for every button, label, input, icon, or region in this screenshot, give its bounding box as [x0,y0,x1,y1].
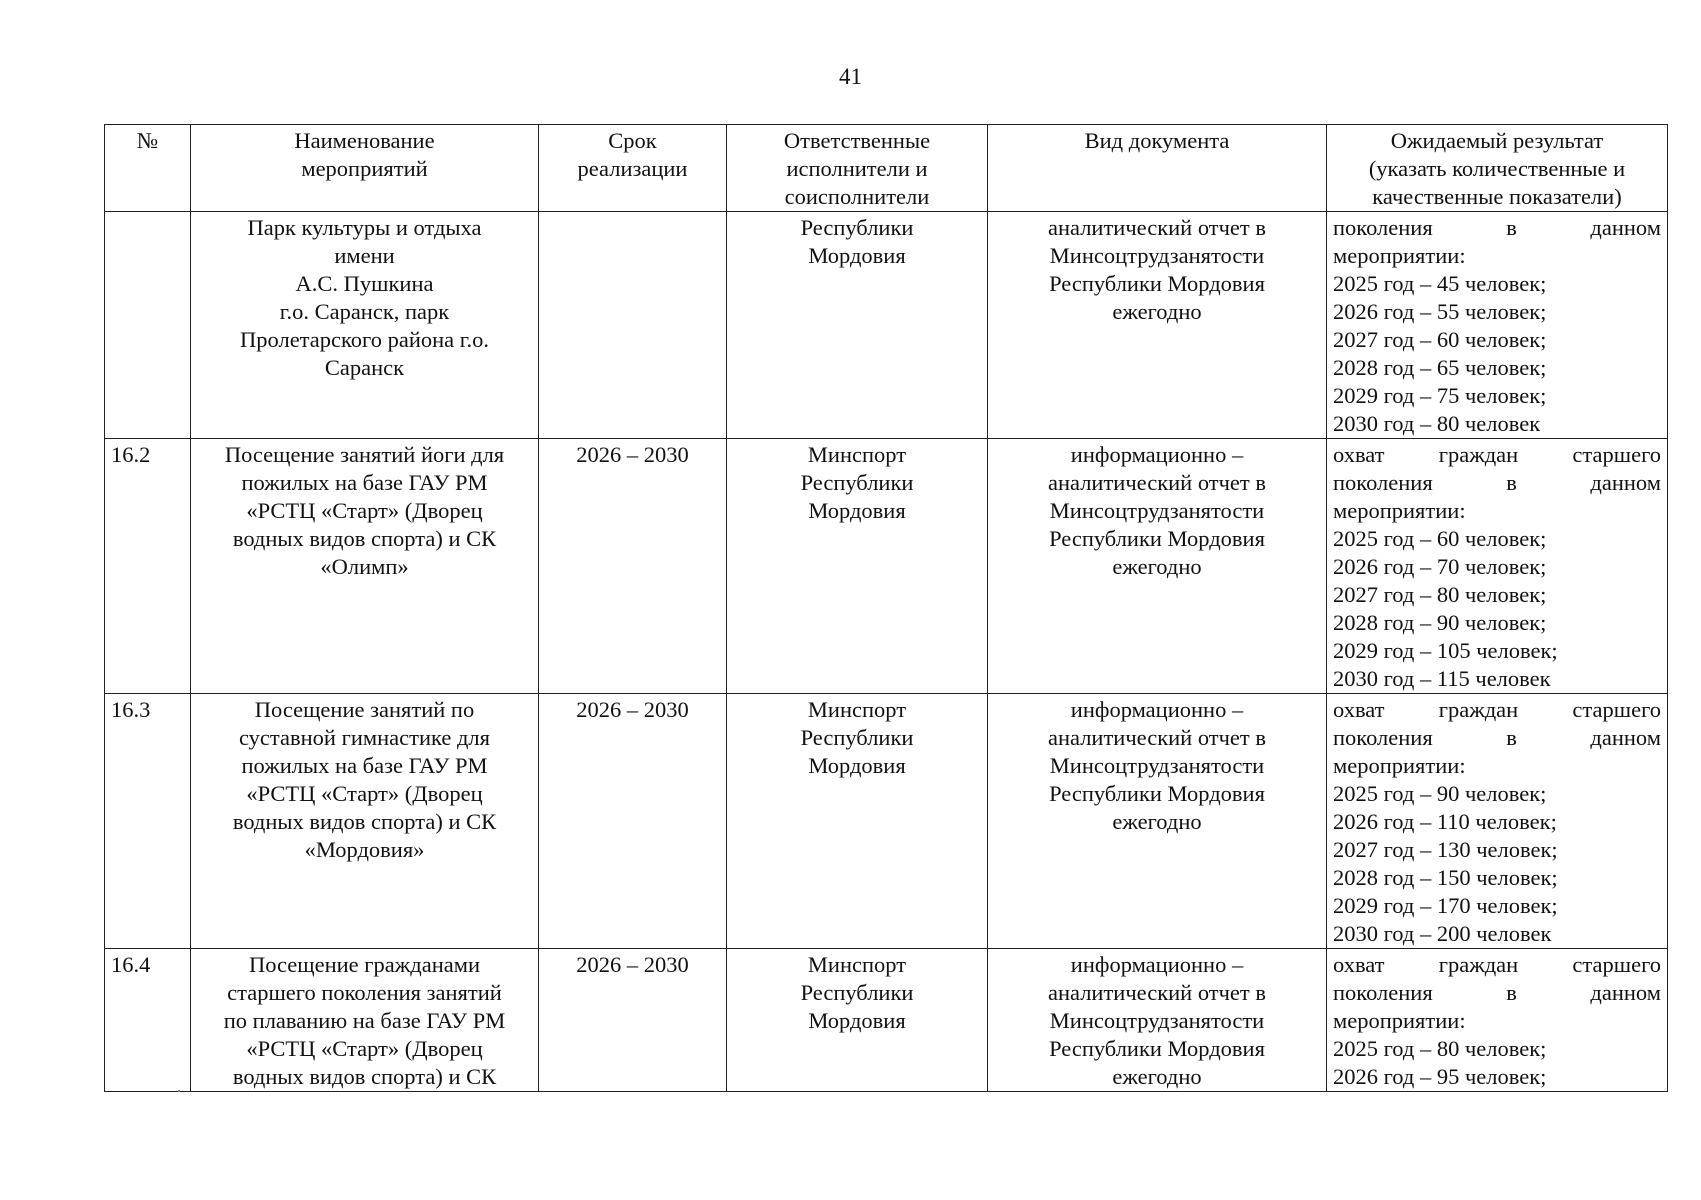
period-cell: 2026 – 2030 [539,694,727,949]
document-type-cell: информационно – аналитический отчет в Минсоцтрудзанятости Республики Мордовия ежегодно [988,439,1327,694]
activity-name-cell: Парк культуры и отдыха имени А.С. Пушкина г.о. Саранск, парк Пролетарского района г.о. Саранск [191,212,539,439]
result-year-line: 2030 год – 200 человек [1333,921,1552,946]
table-row [105,439,1668,694]
scan-speck [178,1090,180,1092]
table-row [105,694,1668,949]
header-expected-result: Ожидаемый результат (указать количественные и качественные показатели) [1327,125,1668,212]
table-body [105,212,1668,1092]
result-text-line: мероприятии: [1333,753,1466,778]
responsible-cell: Минспорт Республики Мордовия [727,694,988,949]
expected-result-cell [1327,212,1668,439]
result-year-line: 2028 год – 150 человек; [1333,865,1558,890]
result-year-line: 2030 год – 80 человек [1333,411,1541,436]
page-number: 41 [839,64,862,89]
document-type-cell: информационно – аналитический отчет в Минсоцтрудзанятости Республики Мордовия ежегодно [988,694,1327,949]
table-header [105,125,1668,212]
expected-result-cell [1327,694,1668,949]
result-text-line: мероприятии: [1333,243,1466,268]
result-year-line: 2026 год – 70 человек; [1333,554,1547,579]
result-text-line: мероприятии: [1333,498,1466,523]
result-year-line: 2026 год – 55 человек; [1333,299,1547,324]
result-year-line: 2030 год – 115 человек [1333,666,1551,691]
result-year-line: 2025 год – 80 человек; [1333,1036,1547,1061]
result-text-line: охват граждан старшего [1333,442,1661,467]
row-number-cell [105,212,191,439]
result-year-line: 2028 год – 90 человек; [1333,610,1547,635]
row-number-cell: 16.2 [105,439,191,694]
result-year-line: 2026 год – 110 человек; [1333,809,1557,834]
result-year-line: 2029 год – 75 человек; [1333,383,1547,408]
result-text-line: поколения в данном [1333,470,1661,495]
result-year-line: 2029 год – 105 человек; [1333,638,1558,663]
result-year-line: 2026 год – 95 человек; [1333,1064,1547,1089]
activity-name-cell: Посещение занятий по суставной гимнастике для пожилых на базе ГАУ РМ «РСТЦ «Старт» (Дворец водных видов спорта) и СК «Мордовия» [191,694,539,949]
header-responsible: Ответственные исполнители и соисполнители [727,125,988,212]
result-year-line: 2027 год – 60 человек; [1333,327,1547,352]
row-number-cell: 16.3 [105,694,191,949]
header-document-type: Вид документа [988,125,1327,212]
result-text-line: мероприятии: [1333,1008,1466,1033]
result-text-line: охват граждан старшего [1333,952,1661,977]
expected-result-cell [1327,949,1668,1092]
document-type-cell: информационно – аналитический отчет в Минсоцтрудзанятости Республики Мордовия ежегодно [988,949,1327,1092]
activity-name-cell: Посещение занятий йоги для пожилых на базе ГАУ РМ «РСТЦ «Старт» (Дворец водных видов спорта) и СК «Олимп» [191,439,539,694]
period-cell [539,212,727,439]
result-text-line: охват граждан старшего [1333,697,1661,722]
row-number-cell: 16.4 [105,949,191,1092]
result-year-line: 2025 год – 45 человек; [1333,271,1547,296]
responsible-cell: Минспорт Республики Мордовия [727,439,988,694]
document-type-cell: аналитический отчет в Минсоцтрудзанятости Республики Мордовия ежегодно [988,212,1327,439]
result-year-line: 2025 год – 60 человек; [1333,526,1547,551]
result-text-line: поколения в данном [1333,215,1661,240]
activity-name-cell: Посещение гражданами старшего поколения занятий по плаванию на базе ГАУ РМ «РСТЦ «Старт» (Дворец водных видов спорта) и СК [191,949,539,1092]
activities-table [104,124,1668,1092]
result-year-line: 2027 год – 130 человек; [1333,837,1558,862]
result-year-line: 2028 год – 65 человек; [1333,355,1547,380]
result-year-line: 2029 год – 170 человек; [1333,893,1558,918]
table-row [105,212,1668,439]
result-year-line: 2027 год – 80 человек; [1333,582,1547,607]
expected-result-cell [1327,439,1668,694]
result-text-line: поколения в данном [1333,980,1661,1005]
responsible-cell: Республики Мордовия [727,212,988,439]
header-number: № [105,125,191,212]
result-text-line: поколения в данном [1333,725,1661,750]
header-row [105,125,1668,212]
period-cell: 2026 – 2030 [539,439,727,694]
responsible-cell: Минспорт Республики Мордовия [727,949,988,1092]
header-period: Срок реализации [539,125,727,212]
result-year-line: 2025 год – 90 человек; [1333,781,1547,806]
table-row [105,949,1668,1092]
header-activity-name: Наименование мероприятий [191,125,539,212]
period-cell: 2026 – 2030 [539,949,727,1092]
